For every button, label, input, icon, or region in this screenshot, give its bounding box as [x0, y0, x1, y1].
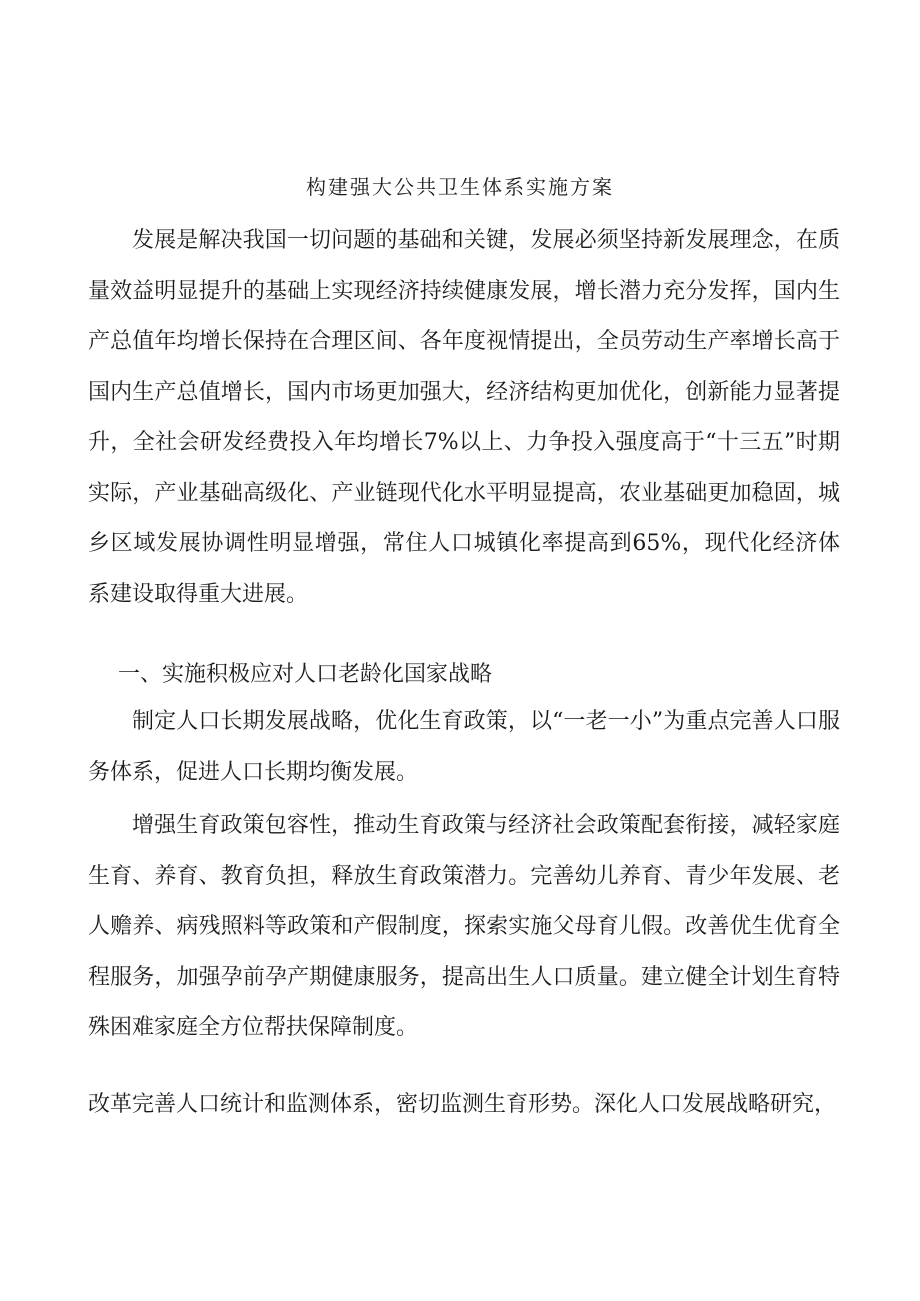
section-paragraph-3: 改革完善人口统计和监测体系，密切监测生育形势。深化人口发展战略研究，: [88, 1092, 837, 1117]
section-paragraph-1: 制定人口长期发展战略，优化生育政策，以“一老一小”为重点完善人口服务体系，促进人口长期均衡发展。: [88, 709, 840, 785]
section-heading: 一、实施积极应对人口老龄化国家战略: [118, 662, 493, 687]
section-paragraph-2: 增强生育政策包容性，推动生育政策与经济社会政策配套衔接，减轻家庭生育、养育、教育负担，释放生育政策潜力。完善幼儿养育、青少年发展、老人赡养、病残照料等政策和产假制度，探索实施父母育儿假。改善优生优育全程服务，加强孕前孕产期健康服务，提高出生人口质量。建立健全计划生育特殊困难家庭全方位帮扶保障制度。: [88, 813, 840, 1040]
document-title: 构建强大公共卫生体系实施方案: [306, 175, 614, 199]
intro-paragraph: 发展是解决我国一切问题的基础和关键，发展必须坚持新发展理念，在质量效益明显提升的基础上实现经济持续健康发展，增长潜力充分发挥，国内生产总值年均增长保持在合理区间、各年度视情提出，全员劳动生产率增长高于国内生产总值增长，国内市场更加强大，经济结构更加优化，创新能力显著提升，全社会研发经费投入年均增长7%以上、力争投入强度高于“十三五”时期实际，产业基础高级化、产业链现代化水平明显提高，农业基础更加稳固，城乡区域发展协调性明显增强，常住人口城镇化率提高到65%，现代化经济体系建设取得重大进展。: [88, 228, 840, 607]
